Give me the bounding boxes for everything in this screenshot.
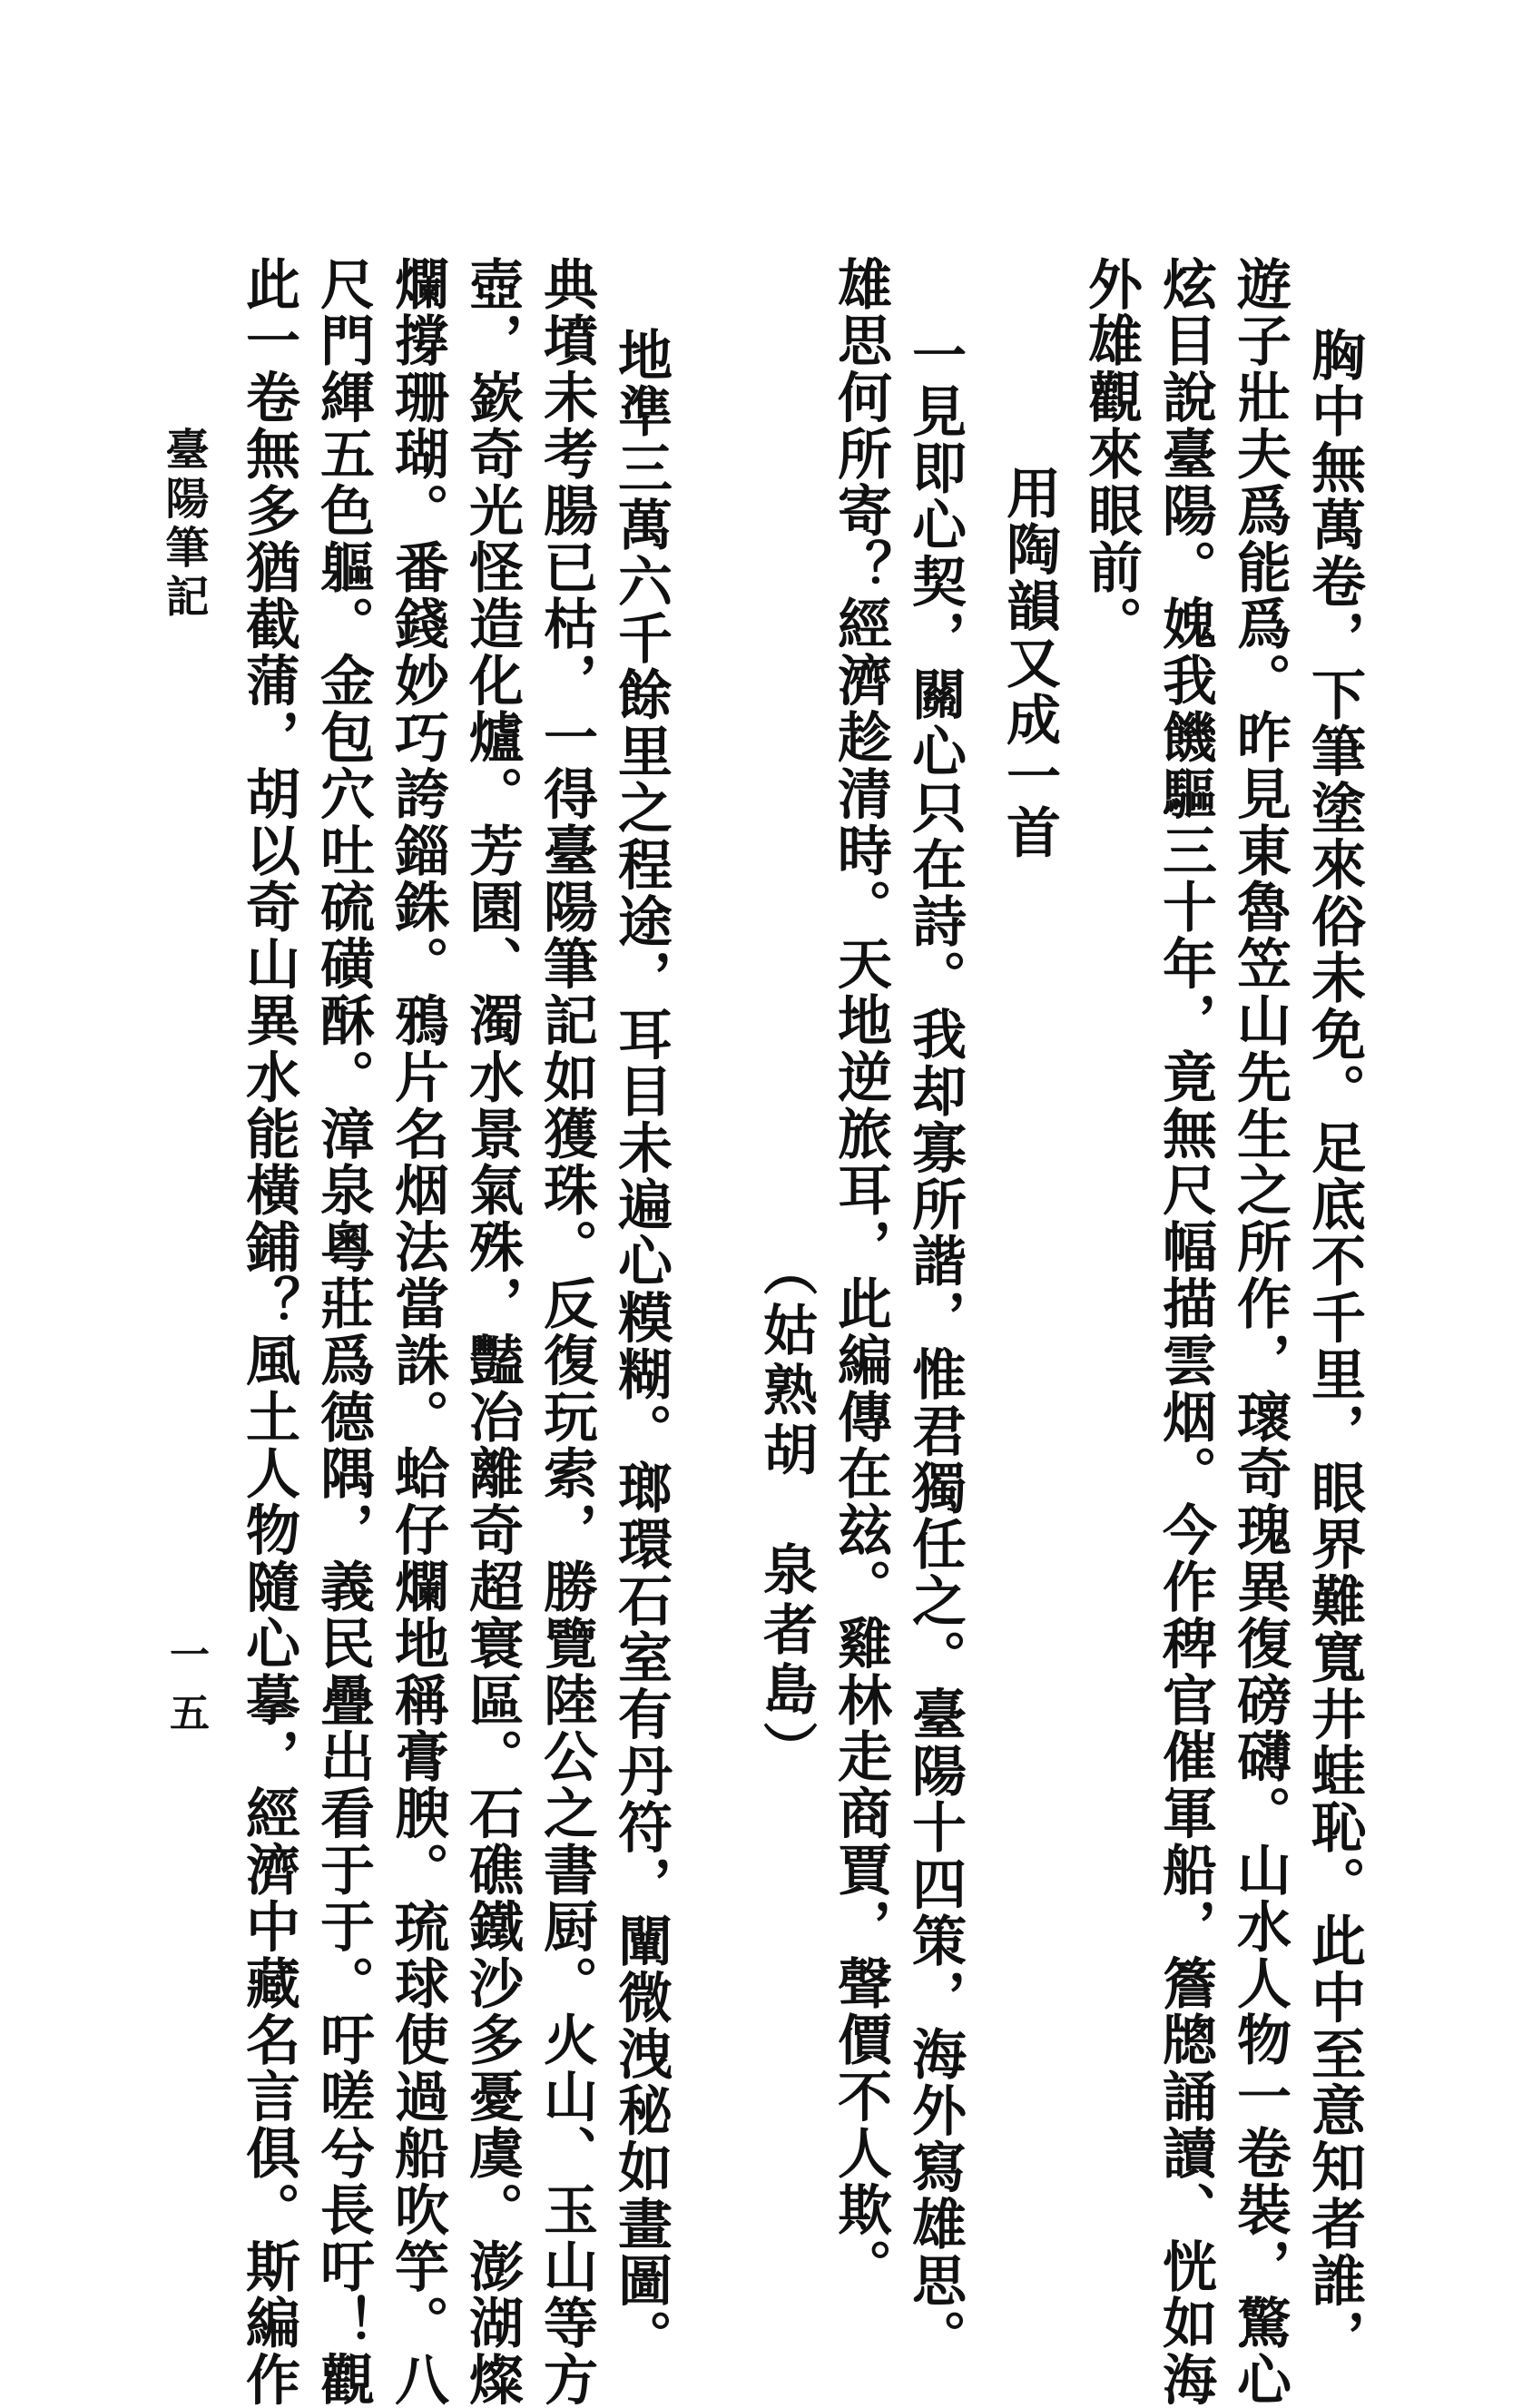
running-head: 臺陽筆記	[158, 427, 209, 623]
passage2-line-5: 尺門緷五色軀。金包穴吐硫磺酥。漳泉粵莊爲德隅，義民疊出看于于。吁嗟兮長吁！觀	[311, 256, 375, 2408]
passage2-line-2: 典墳未考腸已枯，一得臺陽筆記如獲珠。反復玩索，勝覽陸公之書厨。火山、玉山等方	[535, 256, 598, 2408]
passage1-line-4: 外雄觀來眼前。	[1079, 256, 1143, 653]
passage1-line-2: 遊子壯夫爲能爲。昨見東魯笠山先生之所作，瓌奇瑰異復磅礴。山水人物一卷裝，驚心	[1228, 256, 1291, 2408]
passage2-line-1: 地準三萬六千餘里之程途，耳目未遍心糢糊。瑯環石室有丹符，闡微洩秘如畫圖。	[609, 327, 673, 2366]
poem-title: 用陶韻又成一首	[997, 465, 1061, 861]
passage1-line-1: 胸中無萬卷，下筆塗來俗未免。足底不千里，眼界難寬井蛙恥。此中至意知者誰，	[1302, 327, 1366, 2366]
poem-line-1: 一見即心契，關心只在詩。我却寡所諧，惟君獨任之。臺陽十四策，海外寫雄思。	[903, 327, 967, 2366]
passage2-line-6: 此一卷無多猶截蒲，胡以奇山異水能橫鋪？風土人物隨心摹，經濟中藏名言俱。斯編作	[237, 256, 300, 2408]
passage2-line-4: 爛撐珊瑚。番錢妙巧誇錙銖。鴉片名烟法當誅。蛤仔爛地稱膏腴。琉球使過船吹竽。八	[386, 256, 449, 2408]
page-number: 一五	[162, 1634, 209, 1750]
passage2-line-3: 壺，嶔奇光怪造化爐。芳園、濁水景氣殊，豔冶離奇超寰區。石礁鐵沙多憂虞。澎湖燦	[460, 256, 524, 2408]
poem-signature: （姑熟胡 泉者島）	[754, 1242, 818, 1781]
poem-line-2: 雄思何所寄？經濟趁清時。天地逆旅耳，此編傳在玆。雞林走商賈，聲價不人欺。	[829, 256, 892, 2295]
passage1-line-3: 炫目說臺陽。媿我饑驅三十年，竟無尺幅描雲烟。今作稗官催軍船，簷牕誦讀、恍如海	[1154, 256, 1217, 2408]
